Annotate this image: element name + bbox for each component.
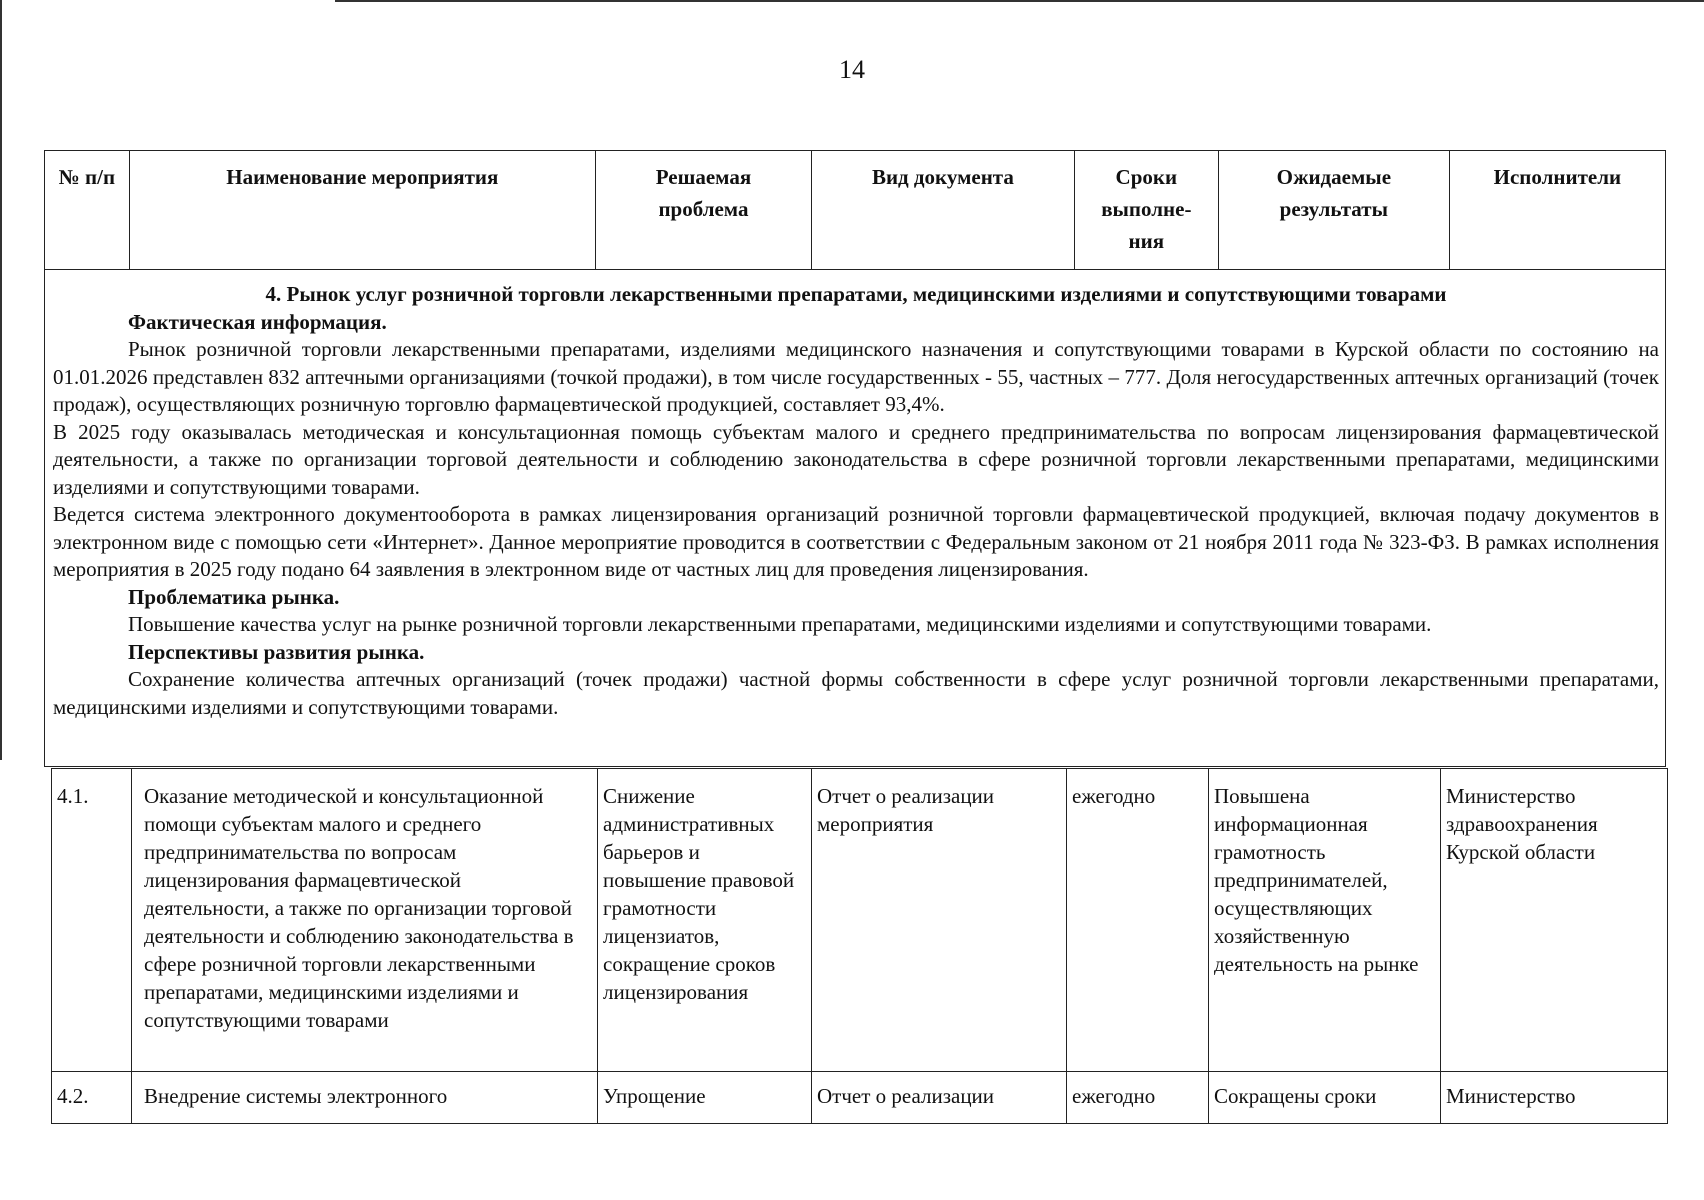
row-name: Оказание методической и консультационной помощи субъектам малого и среднего предпринимательства по вопросам лицензирования фармацевтической деятельности, а также по организации торговой деятельности и соблюдению законодательства в сфере розничной торговли лекарственными препаратами, медицинскими изделиями и сопутствующими товарами [132,769,598,1072]
problem-text: Повышение качества услуг на рынке розничной торговли лекарственными препаратами, медицинскими изделиями и сопутствующими товарами. [128,612,1432,636]
scan-edge-top [335,0,1704,2]
table-header [44,150,1666,270]
prospects-heading: Перспективы развития рынка. [128,639,425,664]
row-name: Внедрение системы электронного [132,1072,598,1124]
header-name: Наименование мероприятия [129,151,595,270]
header-results: Ожидаемые результаты [1218,151,1449,270]
table-row [52,769,1668,1072]
page-number: 14 [839,55,865,84]
row-results: Сокращены сроки [1209,1072,1441,1124]
fact-heading: Фактическая информация. [128,309,387,334]
table-row [52,1072,1668,1124]
header-num: № п/п [45,151,130,270]
fact-paragraph-3: Ведется система электронного документооборота в рамках лицензирования организаций розничной торговли фармацевтической продукцией, включая подачу документов в электронном виде с помощью сети «Интернет». Данное мероприятие проводится в соответствии с Федеральным законом от 21 ноября 2011 года № 323-ФЗ. В рамках исполнения мероприятия в 2025 году подано 64 заявления в электронном виде от частных лиц для проведения лицензирования. [53,502,1659,581]
row-problem: Упрощение [598,1072,812,1124]
section-title: 4. Рынок услуг розничной торговли лекарственными препаратами, медицинскими изделиями и сопутствующими товарами [265,282,1447,306]
section-block [44,269,1666,767]
fact-paragraph-1: Рынок розничной торговли лекарственными препаратами, изделиями медицинского назначения и сопутствующими товарами в Курской области по состоянию на 01.01.2026 представлен 832 аптечными организациями (точкой продажи), в том числе государственных - 55, частных – 777. Доля негосударственных аптечных организаций (точек продаж), осуществляющих розничную торговлю фармацевтической продукцией, составляет 93,4%. [53,337,1659,416]
row-num: 4.2. [52,1072,132,1124]
prospects-text: Сохранение количества аптечных организаций (точек продажи) частной формы собственности в сфере услуг розничной торговли лекарственными препаратами, медицинскими изделиями и сопутствующими товарами. [53,667,1659,719]
fact-paragraph-2: В 2025 году оказывалась методическая и консультационная помощь субъектам малого и среднего предпринимательства по вопросам лицензирования фармацевтической деятельности, а также по организации торговой деятельности и соблюдению законодательства в сфере розничной торговли лекарственными препаратами, медицинскими изделиями и сопутствующими товарами. [53,419,1659,499]
row-results: Повышена информационная грамотность предпринимателей, осуществляющих хозяйственную деятельность на рынке [1209,769,1441,1072]
problem-heading: Проблематика рынка. [128,584,340,609]
row-doc: Отчет о реализации мероприятия [812,769,1067,1072]
header-doc: Вид документа [812,151,1075,270]
row-deadline: ежегодно [1067,1072,1209,1124]
row-problem: Снижение административных барьеров и повышение правовой грамотности лицензиатов, сокращение сроков лицензирования [598,769,812,1072]
row-deadline: ежегодно [1067,769,1209,1072]
scan-edge-left [0,0,2,760]
header-deadline: Сроки выполне-ния [1074,151,1218,270]
row-executors: Министерство [1441,1072,1668,1124]
header-problem: Решаемая проблема [595,151,811,270]
measures-table [51,768,1668,1124]
row-doc: Отчет о реализации [812,1072,1067,1124]
header-executors: Исполнители [1449,151,1665,270]
row-num: 4.1. [52,769,132,1072]
row-executors: Министерство здравоохранения Курской области [1441,769,1668,1072]
